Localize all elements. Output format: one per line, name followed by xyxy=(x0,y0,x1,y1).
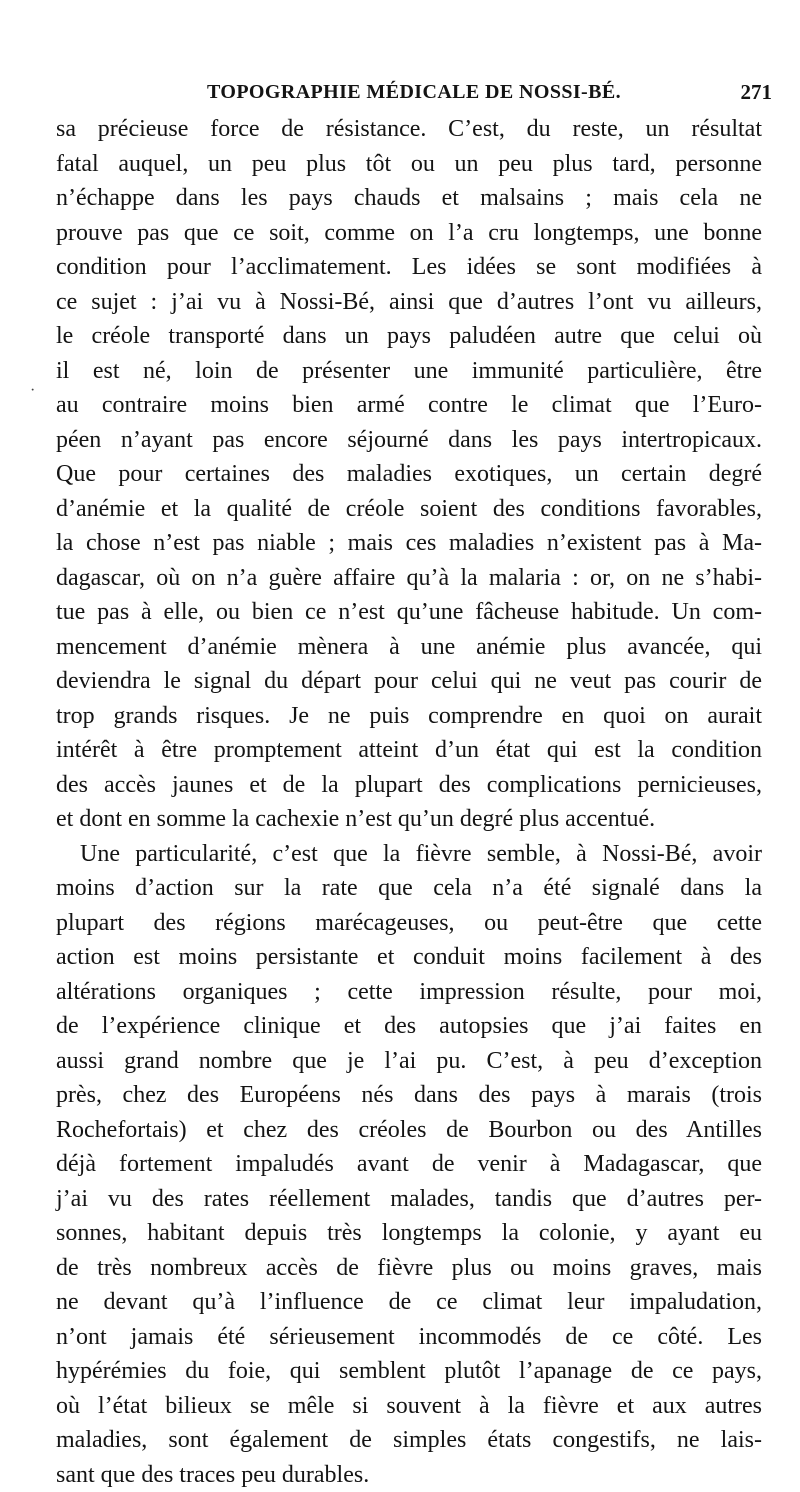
text-line: altérations organiques ; cette impression résulte, pour moi, xyxy=(56,975,762,1010)
text-line: où l’état bilieux se mêle si souvent à la fièvre et aux autres xyxy=(56,1389,762,1424)
body-text xyxy=(56,112,762,1492)
running-title: TOPOGRAPHIE MÉDICALE DE NOSSI-BÉ. xyxy=(56,79,772,105)
text-line: maladies, sont également de simples états congestifs, ne lais- xyxy=(56,1423,762,1458)
text-line: ce sujet : j’ai vu à Nossi-Bé, ainsi que d’autres l’ont vu ailleurs, xyxy=(56,285,762,320)
text-line: condition pour l’acclimatement. Les idées se sont modifiées à xyxy=(56,250,762,285)
text-line: j’ai vu des rates réellement malades, tandis que d’autres per- xyxy=(56,1182,762,1217)
text-line: près, chez des Européens nés dans des pays à marais (trois xyxy=(56,1078,762,1113)
text-line: action est moins persistante et conduit moins facilement à des xyxy=(56,940,762,975)
text-line: fatal auquel, un peu plus tôt ou un peu plus tard, personne xyxy=(56,147,762,182)
text-line: déjà fortement impaludés avant de venir à Madagascar, que xyxy=(56,1147,762,1182)
text-line: dagascar, où on n’a guère affaire qu’à la malaria : or, on ne s’habi- xyxy=(56,561,762,596)
margin-mark: · xyxy=(30,383,35,399)
text-line: il est né, loin de présenter une immunité particulière, être xyxy=(56,354,762,389)
page-number: 271 xyxy=(741,79,773,105)
text-line: et dont en somme la cachexie n’est qu’un degré plus accentué. xyxy=(56,802,762,837)
text-line: n’échappe dans les pays chauds et malsains ; mais cela ne xyxy=(56,181,762,216)
text-line: ne devant qu’à l’influence de ce climat leur impaludation, xyxy=(56,1285,762,1320)
text-line: deviendra le signal du départ pour celui qui ne veut pas courir de xyxy=(56,664,762,699)
text-line: plupart des régions marécageuses, ou peut-être que cette xyxy=(56,906,762,941)
text-line: Une particularité, c’est que la fièvre semble, à Nossi-Bé, avoir xyxy=(56,837,762,872)
text-line: moins d’action sur la rate que cela n’a été signalé dans la xyxy=(56,871,762,906)
text-line: des accès jaunes et de la plupart des complications pernicieuses, xyxy=(56,768,762,803)
text-line: prouve pas que ce soit, comme on l’a cru longtemps, une bonne xyxy=(56,216,762,251)
text-line: de très nombreux accès de fièvre plus ou moins graves, mais xyxy=(56,1251,762,1286)
text-line: tue pas à elle, ou bien ce n’est qu’une fâcheuse habitude. Un com- xyxy=(56,595,762,630)
running-head xyxy=(56,79,772,109)
text-line: au contraire moins bien armé contre le climat que l’Euro- xyxy=(56,388,762,423)
text-line: sant que des traces peu durables. xyxy=(56,1458,762,1492)
text-line: péen n’ayant pas encore séjourné dans les pays intertropicaux. xyxy=(56,423,762,458)
text-line: hypérémies du foie, qui semblent plutôt l’apanage de ce pays, xyxy=(56,1354,762,1389)
text-line: intérêt à être promptement atteint d’un état qui est la condition xyxy=(56,733,762,768)
text-line: Rochefortais) et chez des créoles de Bourbon ou des Antilles xyxy=(56,1113,762,1148)
text-line: sonnes, habitant depuis très longtemps la colonie, y ayant eu xyxy=(56,1216,762,1251)
text-line: d’anémie et la qualité de créole soient des conditions favorables, xyxy=(56,492,762,527)
text-line: Que pour certaines des maladies exotiques, un certain degré xyxy=(56,457,762,492)
text-line: trop grands risques. Je ne puis comprendre en quoi on aurait xyxy=(56,699,762,734)
text-line: la chose n’est pas niable ; mais ces maladies n’existent pas à Ma- xyxy=(56,526,762,561)
text-line: n’ont jamais été sérieusement incommodés de ce côté. Les xyxy=(56,1320,762,1355)
text-line: aussi grand nombre que je l’ai pu. C’est, à peu d’exception xyxy=(56,1044,762,1079)
text-line: sa précieuse force de résistance. C’est, du reste, un résultat xyxy=(56,112,762,147)
text-line: le créole transporté dans un pays paludéen autre que celui où xyxy=(56,319,762,354)
text-line: mencement d’anémie mènera à une anémie plus avancée, qui xyxy=(56,630,762,665)
text-line: de l’expérience clinique et des autopsies que j’ai faites en xyxy=(56,1009,762,1044)
